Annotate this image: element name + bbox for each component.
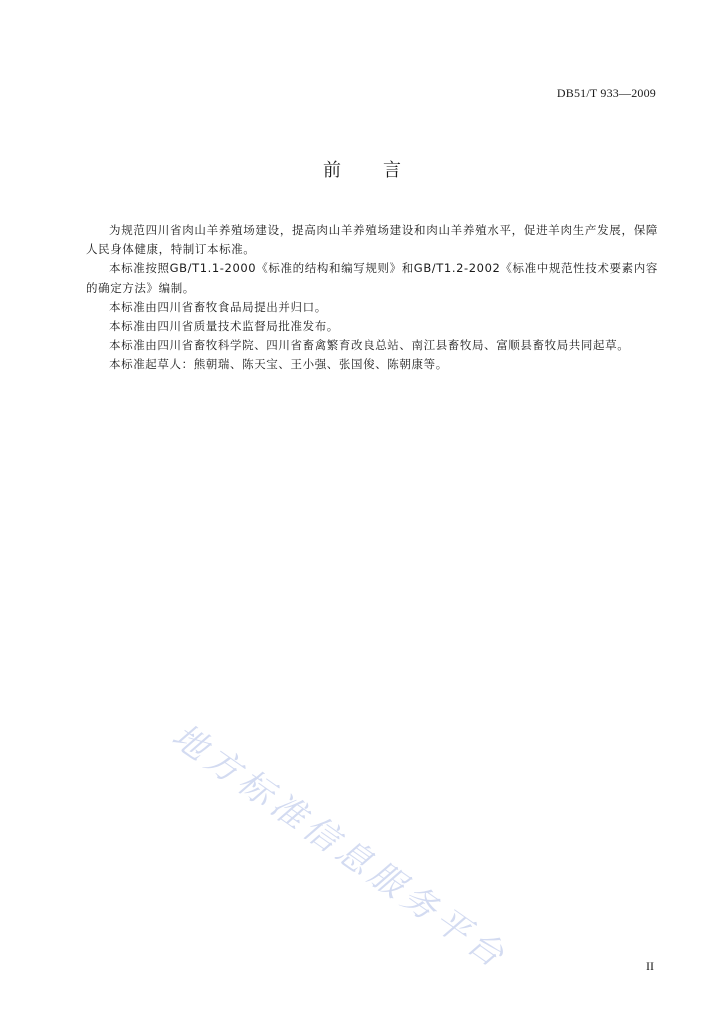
watermark-text: 地方标准信息服务平台 [164,715,516,979]
section-title-foreword [0,156,724,182]
paragraph-purpose: 为规范四川省肉山羊养殖场建设，提高肉山羊养殖场建设和肉山羊养殖水平，促进羊肉生产发展，保障人民身体健康，特制订本标准。 [86,223,658,257]
paragraph-drafting-units: 本标准由四川省畜牧科学院、四川省畜禽繁育改良总站、南江县畜牧局、富顺县畜牧局共同起草。 [109,338,630,353]
page-number: II [646,959,654,973]
paragraph-drafters: 本标准起草人：熊朝瑞、陈天宝、王小强、张国俊、陈朝康等。 [109,357,448,372]
foreword-body [86,221,658,375]
paragraph-drafting-rules: 本标准按照GB/T1.1-2000《标准的结构和编写规则》和GB/T1.2-2002《标准中规范性技术要素内容的确定方法》编制。 [86,261,658,295]
title-char-2: 言 [383,160,401,181]
paragraph-approver: 本标准由四川省质量技术监督局批准发布。 [109,319,339,334]
title-char-1: 前 [323,160,341,181]
standard-code: DB51/T 933—2009 [556,86,656,100]
paragraph-proposer: 本标准由四川省畜牧食品局提出并归口。 [109,299,327,314]
